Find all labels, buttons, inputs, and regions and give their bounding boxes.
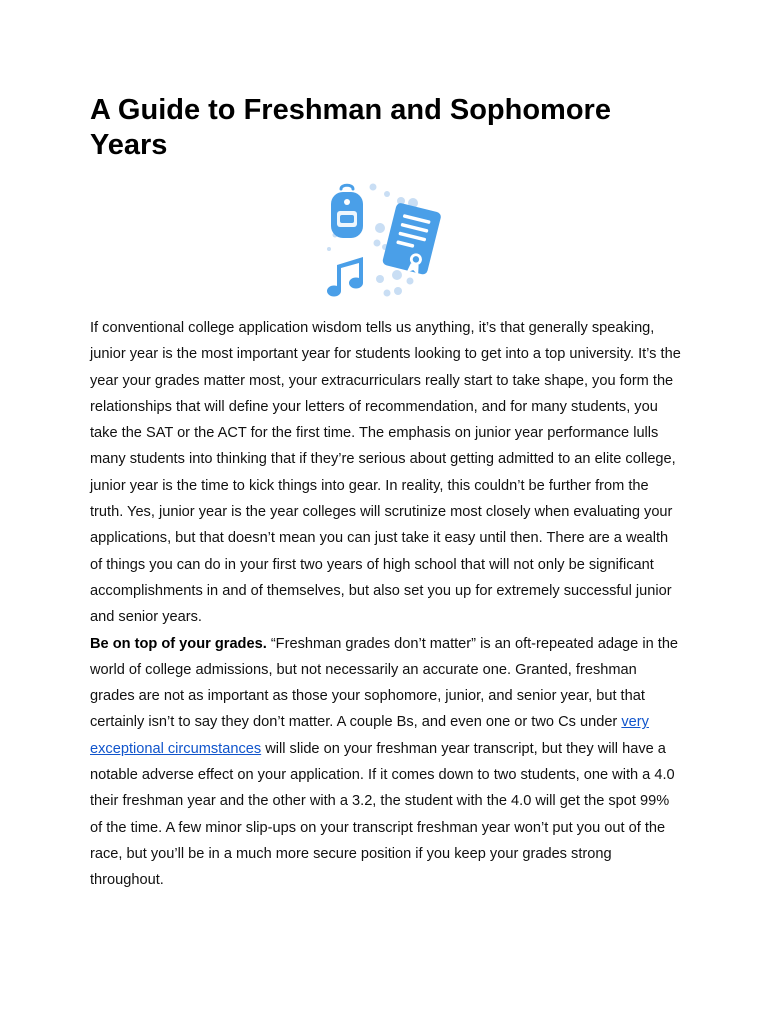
intro-paragraph: If conventional college application wisdom tells us anything, it’s that generally speaking, junior year is the most important year for students looking to get into a top university. It’s the year your grades matter most, your extracurriculars really start to take shape, you form the relationships that will define your letters of recommendation, and for many students, you take the SAT or the ACT for the first time. The emphasis on junior year performance lulls many students into thinking that if they’re serious about getting admitted to an elite college, junior year is the time to kick things into gear. In reality, this couldn’t be further from the truth. Yes, junior year is the year colleges will scrutinize most closely when evaluating your applications, but that doesn’t mean you can just take it easy until then. There are a wealth of things you can do in your first two years of high school that will not only be significant accomplishments in and of themselves, but also set you up for extremely successful junior and senior years. <box>90 320 681 626</box>
certificate-icon <box>381 202 442 277</box>
exceptional-circumstances-link[interactable]: very exceptional circumstances <box>90 714 649 757</box>
school-illustration <box>325 183 447 301</box>
grades-paragraph <box>90 631 682 894</box>
page-title: A Guide to Freshman and Sophomore Years <box>90 94 611 161</box>
backpack-icon <box>331 185 363 238</box>
grades-lead: Be on top of your grades. <box>90 635 267 652</box>
article-body <box>90 315 682 894</box>
grades-text-before-link: “Freshman grades don’t matter” is an oft-repeated adage in the world of college admissions, but not necessarily an accurate one. Granted, freshman grades are not as important as those your sophomore, junior, and senior year, but that certainly isn’t to say they don’t matter. A couple Bs, and even one or two Cs under <box>90 635 679 731</box>
music-note-icon <box>327 257 363 297</box>
grades-text-after-link: will slide on your freshman year transcript, but they will have a notable adverse effect on your application. If it comes down to two students, one with a 4.0 their freshman year and the other with a 3.2, the student with the 4.0 will get the spot 99% of the time. A few minor slip-ups on your transcript freshman year won’t put you out of the race, but you’ll be in a much more secure position if you keep your grades strong throughout. <box>90 740 675 889</box>
